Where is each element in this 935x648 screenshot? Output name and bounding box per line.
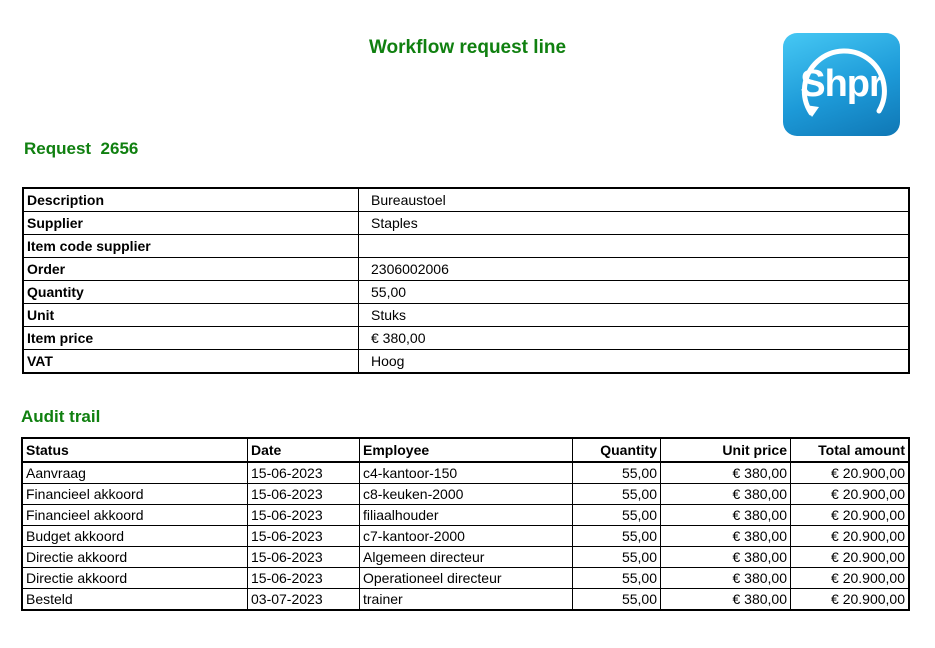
audit-cell-unit-price: € 380,00 — [661, 526, 791, 547]
col-quantity: Quantity — [573, 438, 661, 462]
audit-cell-status: Budget akkoord — [22, 526, 248, 547]
audit-cell-unit-price: € 380,00 — [661, 484, 791, 505]
audit-cell-quantity: 55,00 — [573, 462, 661, 484]
audit-cell-status: Directie akkoord — [22, 568, 248, 589]
audit-row — [22, 484, 909, 505]
audit-cell-date: 03-07-2023 — [248, 589, 360, 611]
detail-label: Description — [23, 188, 359, 212]
detail-value: Hoog — [359, 350, 910, 374]
detail-row — [23, 281, 909, 304]
shpr-logo-icon — [783, 33, 900, 136]
col-total-amount: Total amount — [791, 438, 910, 462]
audit-row — [22, 462, 909, 484]
audit-row — [22, 547, 909, 568]
audit-cell-employee: c7-kantoor-2000 — [360, 526, 573, 547]
detail-label: VAT — [23, 350, 359, 374]
detail-label: Quantity — [23, 281, 359, 304]
detail-value: Bureaustoel — [359, 188, 910, 212]
audit-cell-quantity: 55,00 — [573, 484, 661, 505]
detail-label: Item price — [23, 327, 359, 350]
audit-row — [22, 526, 909, 547]
audit-trail-table — [21, 437, 910, 611]
audit-cell-total-amount: € 20.900,00 — [791, 568, 910, 589]
audit-cell-quantity: 55,00 — [573, 505, 661, 526]
audit-cell-quantity: 55,00 — [573, 568, 661, 589]
detail-value — [359, 235, 910, 258]
audit-cell-employee: Algemeen directeur — [360, 547, 573, 568]
audit-cell-quantity: 55,00 — [573, 589, 661, 611]
request-number: 2656 — [100, 139, 139, 158]
audit-cell-date: 15-06-2023 — [248, 526, 360, 547]
detail-row — [23, 188, 909, 212]
audit-cell-unit-price: € 380,00 — [661, 568, 791, 589]
detail-row — [23, 304, 909, 327]
request-label: Request — [24, 139, 92, 158]
audit-cell-status: Aanvraag — [22, 462, 248, 484]
detail-value: Staples — [359, 212, 910, 235]
detail-value: 55,00 — [359, 281, 910, 304]
audit-cell-total-amount: € 20.900,00 — [791, 484, 910, 505]
audit-cell-total-amount: € 20.900,00 — [791, 526, 910, 547]
audit-cell-quantity: 55,00 — [573, 547, 661, 568]
audit-row — [22, 505, 909, 526]
audit-cell-employee: c4-kantoor-150 — [360, 462, 573, 484]
detail-row — [23, 258, 909, 281]
detail-value: € 380,00 — [359, 327, 910, 350]
audit-cell-date: 15-06-2023 — [248, 462, 360, 484]
detail-value: Stuks — [359, 304, 910, 327]
detail-label: Unit — [23, 304, 359, 327]
audit-cell-unit-price: € 380,00 — [661, 547, 791, 568]
audit-row — [22, 568, 909, 589]
audit-cell-date: 15-06-2023 — [248, 568, 360, 589]
audit-cell-unit-price: € 380,00 — [661, 505, 791, 526]
detail-label: Order — [23, 258, 359, 281]
audit-cell-quantity: 55,00 — [573, 526, 661, 547]
detail-value: 2306002006 — [359, 258, 910, 281]
audit-cell-employee: c8-keuken-2000 — [360, 484, 573, 505]
audit-cell-date: 15-06-2023 — [248, 547, 360, 568]
audit-cell-status: Financieel akkoord — [22, 484, 248, 505]
logo-text: Shpr — [800, 63, 883, 105]
col-status: Status — [22, 438, 248, 462]
audit-cell-total-amount: € 20.900,00 — [791, 547, 910, 568]
detail-label: Item code supplier — [23, 235, 359, 258]
detail-row — [23, 350, 909, 374]
audit-cell-unit-price: € 380,00 — [661, 462, 791, 484]
col-unit-price: Unit price — [661, 438, 791, 462]
audit-cell-total-amount: € 20.900,00 — [791, 589, 910, 611]
audit-cell-employee: filiaalhouder — [360, 505, 573, 526]
audit-cell-date: 15-06-2023 — [248, 484, 360, 505]
audit-cell-total-amount: € 20.900,00 — [791, 462, 910, 484]
col-date: Date — [248, 438, 360, 462]
col-employee: Employee — [360, 438, 573, 462]
audit-row — [22, 589, 909, 611]
page-title: Workflow request line — [368, 37, 567, 58]
detail-label: Supplier — [23, 212, 359, 235]
audit-cell-employee: Operationeel directeur — [360, 568, 573, 589]
audit-trail-heading: Audit trail — [21, 407, 101, 426]
detail-row — [23, 327, 909, 350]
audit-cell-employee: trainer — [360, 589, 573, 611]
audit-cell-status: Financieel akkoord — [22, 505, 248, 526]
audit-cell-unit-price: € 380,00 — [661, 589, 791, 611]
detail-row — [23, 235, 909, 258]
audit-cell-status: Besteld — [22, 589, 248, 611]
audit-cell-date: 15-06-2023 — [248, 505, 360, 526]
audit-cell-status: Directie akkoord — [22, 547, 248, 568]
audit-header-row — [22, 438, 909, 462]
request-heading — [24, 139, 138, 159]
audit-cell-total-amount: € 20.900,00 — [791, 505, 910, 526]
detail-row — [23, 212, 909, 235]
request-details-table — [22, 187, 910, 374]
